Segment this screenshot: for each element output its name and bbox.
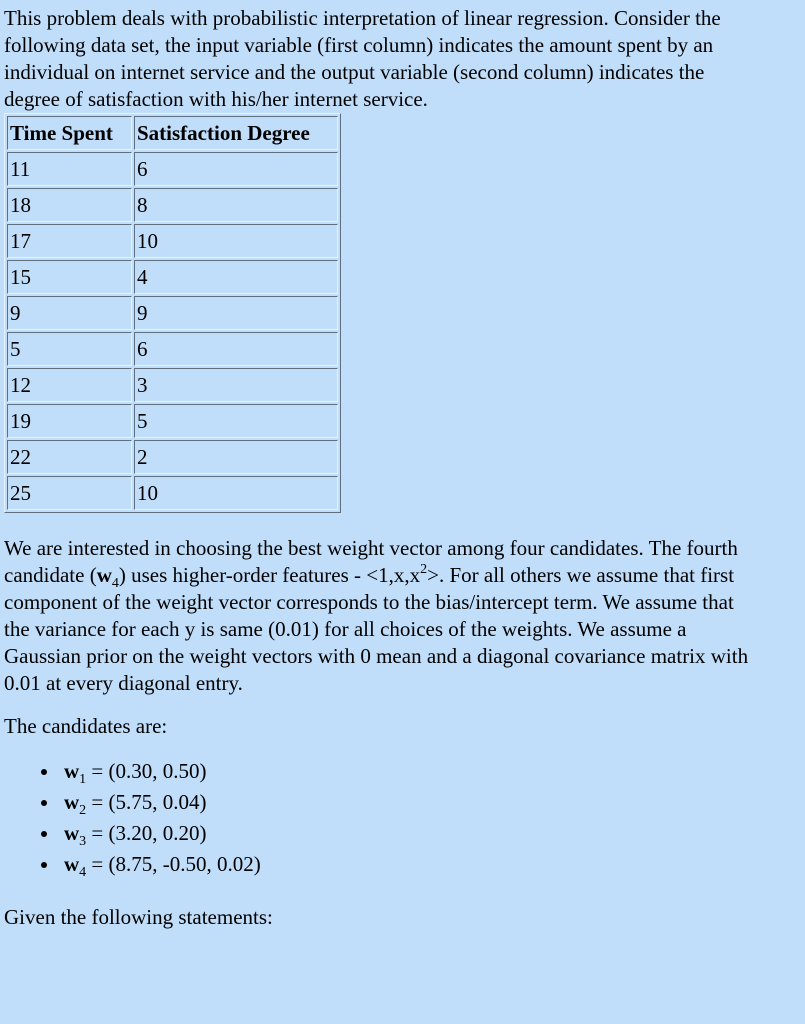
cell-satisfaction: 6 xyxy=(134,332,338,366)
weight-symbol: w xyxy=(64,790,80,814)
list-item xyxy=(60,818,794,849)
cell-satisfaction: 9 xyxy=(134,296,338,330)
table-row xyxy=(7,476,338,510)
paragraph-part-2: ) uses higher-order features - <1,x,x xyxy=(118,563,421,587)
cell-time-spent: 5 xyxy=(7,332,132,366)
header-satisfaction-degree: Satisfaction Degree xyxy=(134,116,338,150)
table-header-row xyxy=(7,116,338,150)
table-row xyxy=(7,440,338,474)
data-table xyxy=(4,113,341,513)
cell-satisfaction: 3 xyxy=(134,368,338,402)
cell-time-spent: 19 xyxy=(7,404,132,438)
list-item xyxy=(60,849,794,880)
list-item xyxy=(60,756,794,787)
cell-time-spent: 17 xyxy=(7,224,132,258)
cell-satisfaction: 10 xyxy=(134,476,338,510)
weight-value: = (5.75, 0.04) xyxy=(86,790,207,814)
weight-value: = (8.75, -0.50, 0.02) xyxy=(86,852,261,876)
cell-satisfaction: 10 xyxy=(134,224,338,258)
weight-value: = (3.20, 0.20) xyxy=(86,821,207,845)
weight-subscript: 4 xyxy=(111,576,119,591)
cell-time-spent: 25 xyxy=(7,476,132,510)
table-row xyxy=(7,404,338,438)
closing-text: Given the following statements: xyxy=(4,905,273,929)
table-row xyxy=(7,224,338,258)
cell-time-spent: 18 xyxy=(7,188,132,222)
cell-time-spent: 11 xyxy=(7,152,132,186)
intro-text: This problem deals with probabilistic interpretation of linear regression. Consider the following data set, the input variable (first column) indicates the amount spent by an individual on internet service and the output variable (second column) indicates the degree of satisfaction with his/her internet service. xyxy=(4,6,721,111)
assumptions-paragraph xyxy=(4,535,764,697)
list-item xyxy=(60,787,794,818)
weight-value: = (0.30, 0.50) xyxy=(86,759,207,783)
cell-time-spent: 22 xyxy=(7,440,132,474)
weight-symbol: w xyxy=(96,563,112,587)
cell-time-spent: 9 xyxy=(7,296,132,330)
paragraph-part-1: We are interested in choosing the best weight vector among four candidates. The fourth candidate ( xyxy=(4,536,738,587)
cell-satisfaction: 2 xyxy=(134,440,338,474)
cell-satisfaction: 6 xyxy=(134,152,338,186)
weight-symbol: w xyxy=(64,821,80,845)
candidates-intro: The candidates are: xyxy=(4,714,168,738)
cell-time-spent: 15 xyxy=(7,260,132,294)
cell-satisfaction: 8 xyxy=(134,188,338,222)
weight-subscript: 2 xyxy=(79,803,87,818)
table-row xyxy=(7,368,338,402)
paragraph-part-3: >. For all others we assume that first component of the weight vector corresponds to the bias/intercept term. We assume that the variance for each y is same (0.01) for all choices of the weights. We assume a Gaussian prior on the weight vectors with 0 mean and a diagonal covariance matrix with 0.01 at every diagonal entry. xyxy=(4,563,749,695)
cell-satisfaction: 5 xyxy=(134,404,338,438)
weight-subscript: 3 xyxy=(79,834,87,849)
table-row xyxy=(7,332,338,366)
weight-symbol: w xyxy=(64,759,80,783)
weight-subscript: 4 xyxy=(79,865,87,880)
power-superscript: 2 xyxy=(420,562,428,577)
header-time-spent: Time Spent xyxy=(7,116,132,150)
weight-symbol: w xyxy=(64,852,80,876)
table-row xyxy=(7,152,338,186)
cell-satisfaction: 4 xyxy=(134,260,338,294)
cell-time-spent: 12 xyxy=(7,368,132,402)
table-row xyxy=(7,260,338,294)
table-row xyxy=(7,188,338,222)
table-row xyxy=(7,296,338,330)
weight-subscript: 1 xyxy=(79,772,87,787)
candidates-list xyxy=(4,756,794,880)
